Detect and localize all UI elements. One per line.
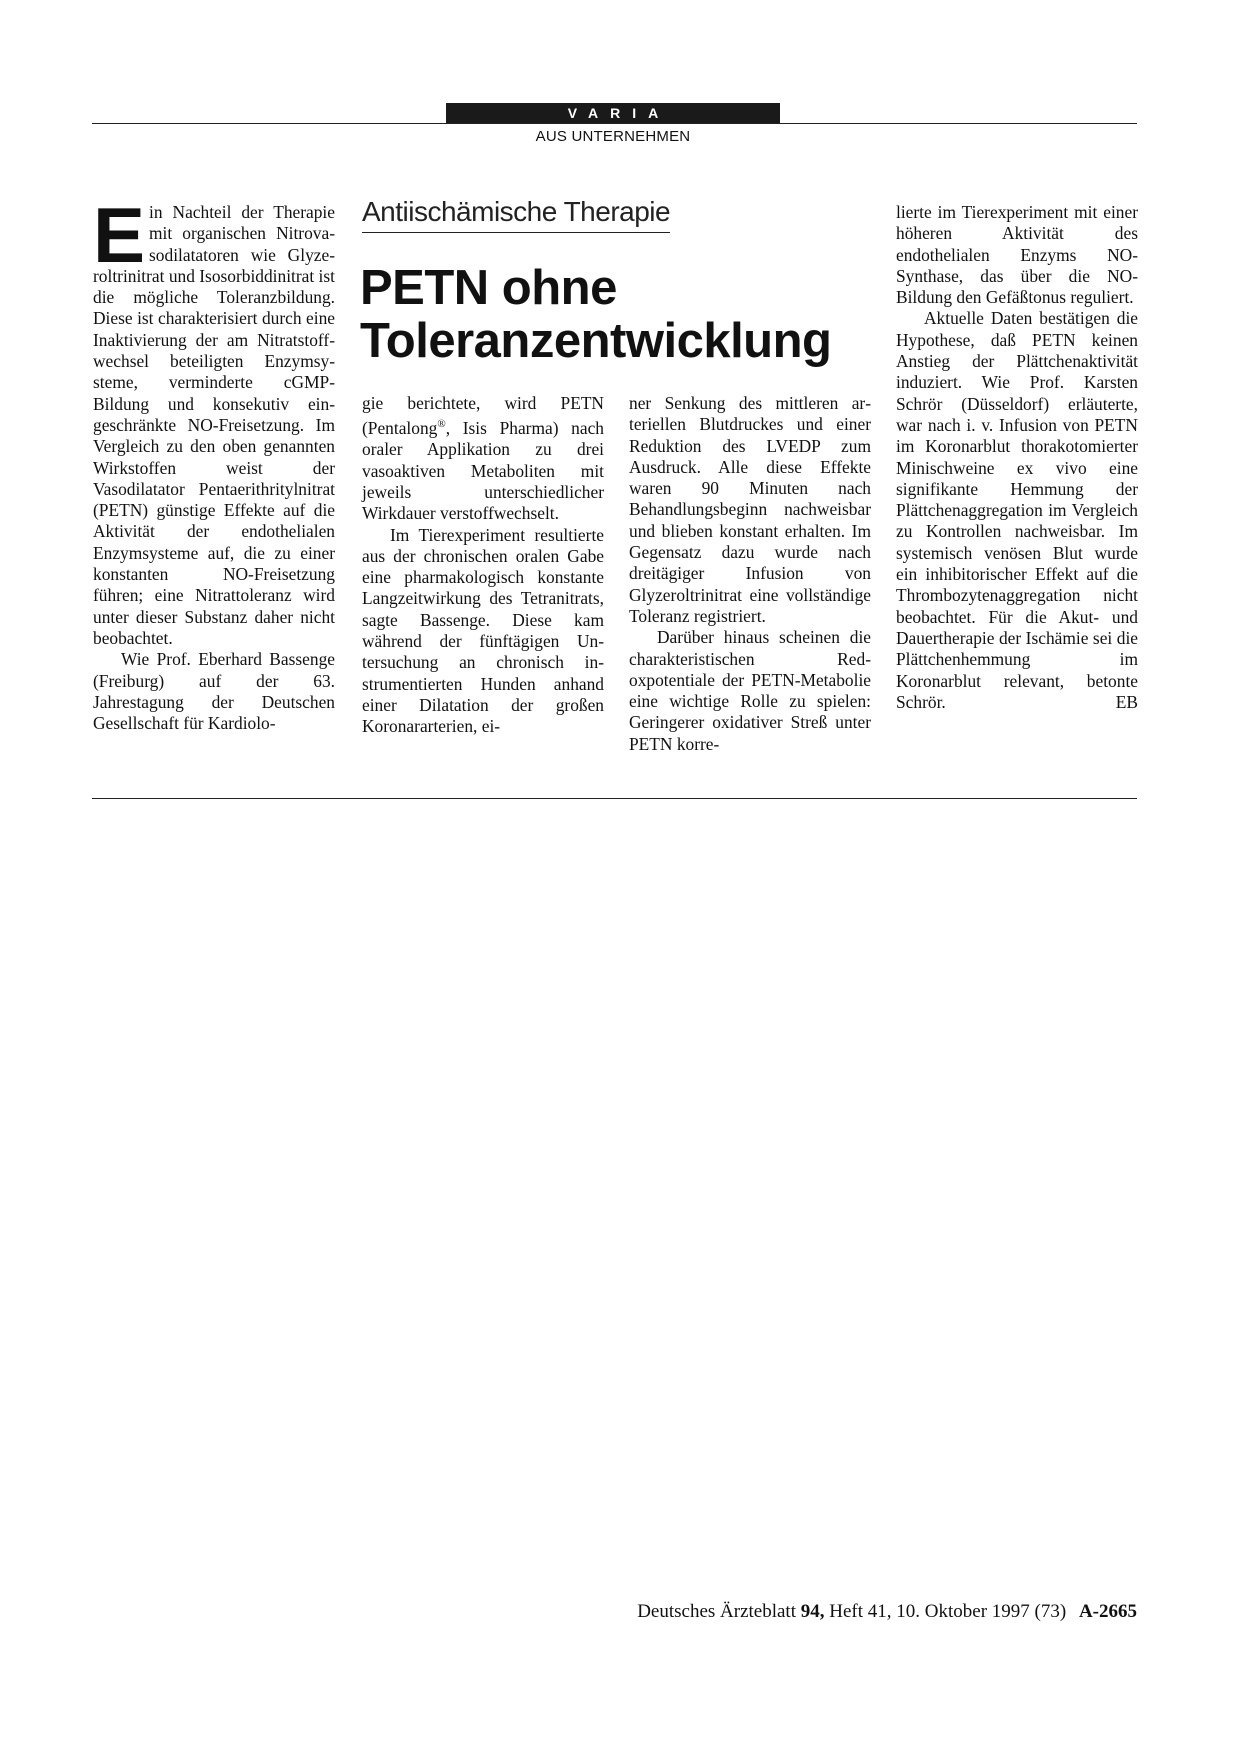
article-column-1 [93,191,335,734]
paragraph: Wie Prof. Eberhard Bassenge (Freiburg) auf der 63. Jahrestagung der Deutschen Gesellschaft für Kardiolo- [93,649,335,734]
drop-cap: E [93,191,146,279]
issue-date: Heft 41, 10. Oktober 1997 (73) [829,1601,1067,1622]
paragraph [896,308,1138,713]
paragraph: Im Tierexperiment resultierte aus der chronischen oralen Gabe eine pharmakologisch konstante Langzeitwirkung des Tetranitrats, sagte Bassenge. Diese kam während der fünftägigen Untersuchung an chronisch instrumentierten Hunden anhand einer Dilatation der großen Koronararterien, ei- [362,524,604,737]
journal-name: Deutsches Ärzteblatt [637,1601,796,1622]
paragraph-text: in Nachteil der Therapie mit organischen Nitrovasodilatatoren wie Glyzeroltrinitrat und Isosorbiddinitrat ist die mögliche Toleranzbildung. Diese ist charakterisiert durch eine Inaktivierung der am Nitratstoffwechsel beteiligten Enzymsysteme, verminderte cGMP-Bildung und konsekutiv eingeschränkte NO-Freisetzung. Im Vergleich zu den oben genannten Wirkstoffen weist der Vasodilatator Pentaerithritylnitrat (PETN) günstige Effekte auf die Aktivität der endothelialen Enzymsysteme auf, die zu einer konstanten NO-Freisetzung führen; eine Nitrattoleranz wird unter dieser Substanz daher nicht beobachtet. [93,202,335,648]
page-footer [637,1601,1137,1623]
article-bottom-rule [92,798,1137,799]
paragraph: ner Senkung des mittleren arteriellen Blutdruckes und einer Reduktion des LVEDP zum Ausdruck. Alle diese Effekte waren 90 Minuten nach Behandlungsbeginn nachweisbar und blieben konstant erhalten. Im Gegensatz dazu wurde nach dreitägiger Infusion von Glyzeroltrinitrat eine vollständige Toleranz registriert. [629,393,871,626]
article-kicker: Antiischämische Therapie [362,196,670,233]
registered-mark: ® [437,418,446,431]
headline-line-1: PETN ohne [360,261,617,315]
paragraph: lierte im Tierexperiment mit einer höheren Aktivität des endothelialen Enzyms NO-Synthase, das über die NO-Bildung den Gefäßtonus reguliert. [896,202,1138,308]
article-column-4 [896,202,1138,713]
header-rule [92,123,1137,124]
section-label: VARIA [446,103,780,123]
author-signature: EB [1115,691,1138,712]
paragraph-text: gie berichtete, wird PETN (Pentalong [362,393,604,439]
subsection-label: AUS UNTERNEHMEN [535,128,691,145]
journal-volume: 94, [800,1601,825,1622]
article-headline [360,262,880,368]
article-column-2 [362,393,604,738]
paragraph [93,191,335,649]
paragraph-text: Aktuelle Daten bestätigen die Hypothese, daß PETN keinen Anstieg der Plättchenaktivität induziert. Wie Prof. Karsten Schrör (Düsseldorf) erläuterte, war nach i. v. Infusion von PETN im Koronarblut thorakotomierter Minischweine ex vivo eine signifikante Hemmung der Plättchenaggregation im Vergleich zu Kontrollen nachweisbar. Im systemisch venösen Blut wurde ein inhibitorischer Effekt auf die Thrombozytenaggregation nicht beobachtet. Für die Akut- und Dauertherapie der Ischämie sei die Plättchenhemmung im Koronarblut relevant, betonte Schrör. [896,308,1138,712]
headline-line-2: Toleranzentwicklung [360,314,832,368]
paragraph [362,393,604,525]
article-column-3 [629,393,871,755]
page-number: A-2665 [1078,1601,1137,1622]
paragraph: Darüber hinaus scheinen die charakteristischen Redoxpotentiale der PETN-Metabolie eine wichtige Rolle zu spielen: Geringerer oxidativer Streß unter PETN korre- [629,627,871,754]
paragraph-text: , Isis Pharma) nach oraler Applikation zu drei vasoaktiven Metaboliten mit jeweils unterschiedlicher Wirkdauer verstoffwechselt. [362,418,604,524]
